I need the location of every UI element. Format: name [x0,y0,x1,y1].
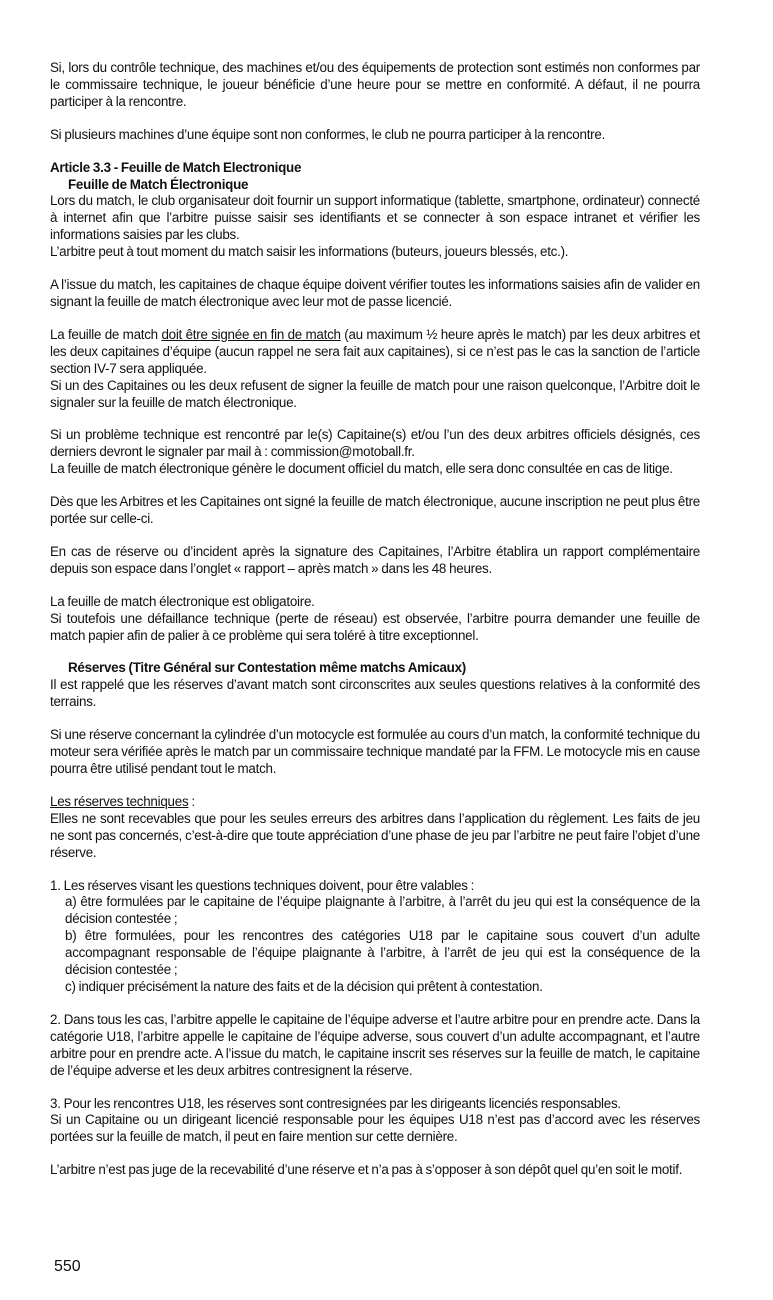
paragraph-machines-non-conformes: Si plusieurs machines d’une équipe sont non conformes, le club ne pourra participer à la rencontre. [50,126,606,142]
signature-underlined-text: doit être signée en fin de match [161,326,341,342]
paragraph-obligatoire: La feuille de match électronique est obligatoire. [50,593,315,609]
reserves-techniques-heading [50,794,700,811]
paragraph-probleme-technique: Si un problème technique est rencontré par le(s) Capitaine(s) et/ou l’un des deux arbitres officiels désignés, ces derniers devront le signaler par mail à : commission@motoball.fr. [50,427,700,460]
list-item-1: 1. Les réserves visant les questions techniques doivent, pour être valables : [50,877,475,893]
paragraph-document-officiel: La feuille de match électronique génère le document officiel du match, elle sera donc consultée en cas de litige. [50,461,673,477]
paragraph-aucune-inscription: Dès que les Arbitres et les Capitaines ont signé la feuille de match électronique, aucune inscription ne peut plus être portée sur celle-ci. [50,494,700,527]
paragraph-capitaines-verifier: A l’issue du match, les capitaines de chaque équipe doivent vérifier toutes les informations saisies afin de valider en signant la feuille de match électronique avec leur mot de passe licencié. [50,277,700,309]
document-page [50,60,700,1179]
reserves-techniques-colon: : [188,793,195,809]
article-title: Article 3.3 - Feuille de Match Electronique [50,159,302,175]
paragraph-cylindree: Si une réserve concernant la cylindrée d’un motocycle est formulée au cours d’un match, la conformité technique du moteur sera vérifiée après le match par un commissaire technique mandaté par la FFM. Le motocycle mis en cause pourra être utilisé pendant tout le match. [50,727,701,776]
article-subtitle: Feuille de Match Électronique [68,176,249,192]
paragraph-refus-signature: Si un des Capitaines ou les deux refusent de signer la feuille de match pour une raison quelconque, l’Arbitre doit le signaler sur la feuille de match électronique. [50,377,700,410]
paragraph-feuille-papier: Si toutefois une défaillance technique (perte de réseau) est observée, l’arbitre pourra demander une feuille de match papier afin de palier à ce problème qui sera toléré à titre exceptionnel. [50,610,700,643]
list-item-2: 2. Dans tous les cas, l’arbitre appelle le capitaine de l’équipe adverse et l’autre arbitre pour en prendre acte. Dans la catégorie U18, l’arbitre appelle le capitaine de l’équipe adverse, sous couvert d’un adulte accompagnant, et l’autre arbitre pour en prendre acte. A l’issue du match, le capitaine inscrit ses réserves sur la feuille de match, le capitaine de l’équipe adverse et les deux arbitres contresignent la réserve. [50,1011,700,1078]
paragraph-controle-technique: Si, lors du contrôle technique, des machines et/ou des équipements de protection sont estimés non conformes par le commissaire technique, le joueur bénéficie d’une heure pour se mettre en conformité. A défaut, il ne pourra participer à la rencontre. [50,60,700,109]
paragraph-rapport-complementaire: En cas de réserve ou d’incident après la signature des Capitaines, l’Arbitre établira un rapport complémentaire depuis son espace dans l’onglet « rapport – après match » dans les 48 heures. [50,543,700,576]
paragraph-recevables: Elles ne sont recevables que pour les seules erreurs des arbitres dans l’application du règlement. Les faits de jeu ne sont pas concernés, c’est-à-dire que toute appréciation d’une phase de jeu par l’arbitre ne peut faire l’objet d’une réserve. [50,810,700,860]
paragraph-support-informatique: Lors du match, le club organisateur doit fournir un support informatique (tablette, smartphone, ordinateur) connecté à internet afin que l’arbitre puisse saisir ses identifiants et se connecter à son espace intranet et vérifier les informations saisies par les clubs. [50,193,700,243]
list-item-1c: c) indiquer précisément la nature des faits et de la décision qui prêtent à contestation. [65,978,543,994]
signature-text-pre: La feuille de match [50,326,162,342]
reserves-techniques-underlined: Les réserves techniques [50,793,189,809]
reserves-title: Réserves (Titre Général sur Contestation même matchs Amicaux) [68,660,467,676]
paragraph-reserves-avant-match: Il est rappelé que les réserves d’avant match sont circonscrites aux seules questions relatives à la conformité des terrains. [50,677,700,710]
signature-text-post: (au maximum ½ heure après le match) par les deux arbitres et les deux capitaines d’équipe (aucun rappel ne sera fait aux capitaines), si ce n’est pas le cas la sanction de l’article section IV-7 sera appliquée. [50,326,700,376]
page-number: 550 [54,1258,81,1275]
paragraph-signature [50,327,700,378]
paragraph-desaccord: Si un Capitaine ou un dirigeant licencié responsable pour les équipes U18 n’est pas d’accord avec les réserves portées sur la feuille de match, il peut en faire mention sur cette dernière. [50,1112,700,1145]
paragraph-recevabilite: L’arbitre n’est pas juge de la recevabilité d’une réserve et n’a pas à s’opposer à son dépôt quel qu’en soit le motif. [50,1162,683,1178]
list-item-1b: b) être formulées, pour les rencontres des catégories U18 par le capitaine sous couvert d’un adulte accompagnant responsable de l’équipe plaignante à l’arbitre, à l’arrêt de jeu qui est la conséquence de la décision contestée ; [65,928,700,978]
list-item-1a: a) être formulées par le capitaine de l’équipe plaignante à l’arbitre, à l’arrêt du jeu qui est la conséquence de la décision contestée ; [65,894,700,927]
paragraph-arbitre-saisie: L’arbitre peut à tout moment du match saisir les informations (buteurs, joueurs blessés, etc.). [50,244,569,260]
list-item-3: 3. Pour les rencontres U18, les réserves sont contresignées par les dirigeants licenciés responsables. [50,1095,621,1111]
